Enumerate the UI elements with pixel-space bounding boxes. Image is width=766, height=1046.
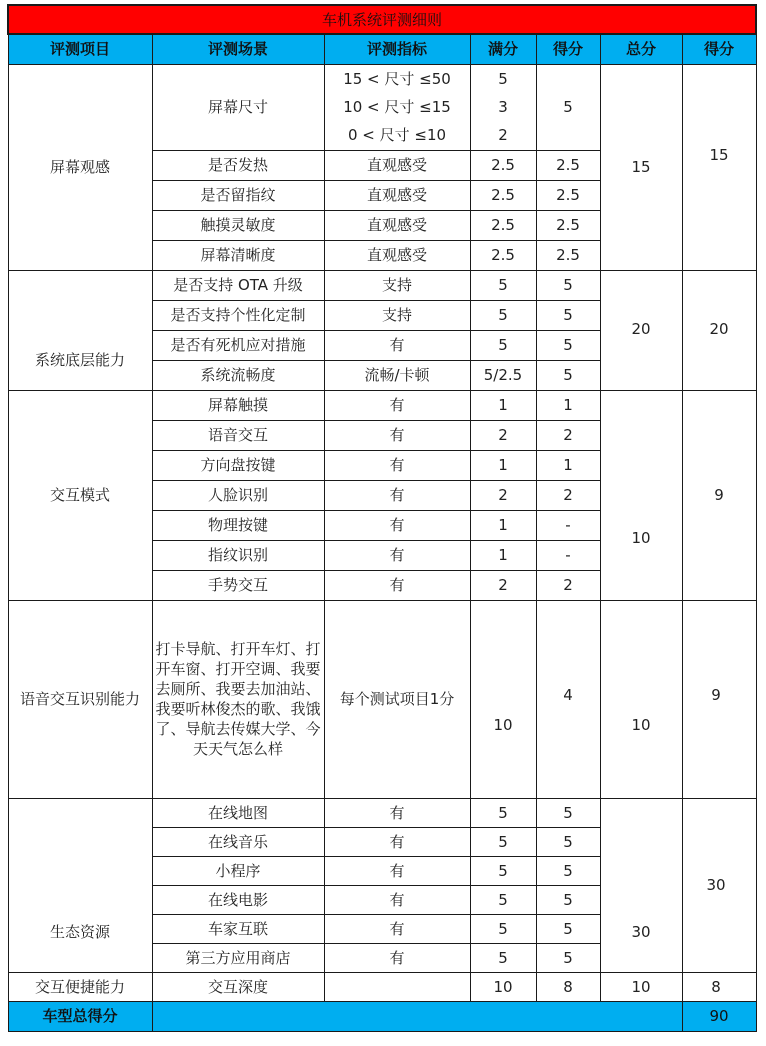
header-score: 得分 [536, 34, 600, 64]
full-cell: 2 [470, 570, 536, 600]
scene-cell: 屏幕尺寸 [152, 64, 324, 150]
scene-cell: 触摸灵敏度 [152, 210, 324, 240]
table-row [8, 390, 756, 420]
total-score-cell: 9 [682, 600, 756, 798]
scene-cell: 手势交互 [152, 570, 324, 600]
table-title: 车机系统评测细则 [8, 5, 756, 34]
scene-cell: 车家互联 [152, 914, 324, 943]
score-cell: 1 [536, 390, 600, 420]
table-row [8, 798, 756, 827]
indicator-cell: 直观感受 [324, 150, 470, 180]
total-full-cell: 10 [600, 600, 682, 798]
header-item: 评测项目 [8, 34, 152, 64]
scene-cell: 小程序 [152, 856, 324, 885]
indicator-cell: 流畅/卡顿 [324, 360, 470, 390]
full-cell: 1 [470, 540, 536, 570]
size-indicator: 0 < 尺寸 ≤10 [347, 126, 447, 144]
total-score-cell: 15 [682, 64, 756, 270]
scene-cell: 方向盘按键 [152, 450, 324, 480]
total-score-cell: 20 [682, 270, 756, 390]
full-cell: 5 [470, 856, 536, 885]
indicator-cell: 有 [324, 798, 470, 827]
indicator-cell: 每个测试项目1分 [324, 600, 470, 798]
header-total-score: 得分 [682, 34, 756, 64]
scene-cell: 指纹识别 [152, 540, 324, 570]
full-value: 2 [498, 126, 508, 144]
indicator-cell: 有 [324, 885, 470, 914]
scene-cell: 是否留指纹 [152, 180, 324, 210]
header-total: 总分 [600, 34, 682, 64]
score-cell: 2.5 [536, 180, 600, 210]
scene-cell: 人脸识别 [152, 480, 324, 510]
scene-cell: 是否有死机应对措施 [152, 330, 324, 360]
indicator-cell: 有 [324, 914, 470, 943]
voice-scene-list: 打卡导航、打开车灯、打开车窗、打开空调、我要去厕所、我要去加油站、我要听林俊杰的歌、我饿了、导航去传媒大学、今天天气怎么样 [152, 600, 324, 798]
score-cell: 2.5 [536, 240, 600, 270]
scene-cell: 是否支持个性化定制 [152, 300, 324, 330]
score-cell: 2 [536, 420, 600, 450]
section-name: 系统底层能力 [8, 270, 152, 390]
scene-cell: 在线电影 [152, 885, 324, 914]
full-cell: 5 [470, 914, 536, 943]
full-value: 5 [498, 70, 508, 88]
indicator-cell: 有 [324, 570, 470, 600]
total-score-cell: 9 [682, 390, 756, 600]
total-label: 车型总得分 [8, 1001, 152, 1031]
scene-cell: 屏幕清晰度 [152, 240, 324, 270]
score-cell: 5 [536, 885, 600, 914]
section-name: 交互模式 [8, 390, 152, 600]
size-indicator: 15 < 尺寸 ≤50 [343, 70, 451, 88]
scene-cell: 第三方应用商店 [152, 943, 324, 972]
indicator-cell: 支持 [324, 300, 470, 330]
score-cell: 1 [536, 450, 600, 480]
full-cell: 10 [470, 972, 536, 1001]
indicator-cell: 有 [324, 390, 470, 420]
total-full-cell: 30 [600, 798, 682, 972]
full-cell: 2 [470, 420, 536, 450]
size-indicator: 10 < 尺寸 ≤15 [343, 98, 451, 116]
scene-cell: 交互深度 [152, 972, 324, 1001]
scene-cell: 是否支持 OTA 升级 [152, 270, 324, 300]
full-cell: 5 [470, 943, 536, 972]
full-value: 3 [498, 98, 508, 116]
full-cell: 5 [470, 885, 536, 914]
indicator-cell: 支持 [324, 270, 470, 300]
score-cell: 2 [536, 480, 600, 510]
scene-cell: 在线地图 [152, 798, 324, 827]
indicator-cell: 有 [324, 450, 470, 480]
full-cell: 1 [470, 390, 536, 420]
full-cell: 2.5 [470, 240, 536, 270]
indicator-cell: 有 [324, 540, 470, 570]
full-cell: 5 [470, 798, 536, 827]
total-full-cell: 15 [600, 64, 682, 270]
indicator-cell [324, 972, 470, 1001]
indicator-cell: 有 [324, 856, 470, 885]
full-cell: 2.5 [470, 210, 536, 240]
header-indicator: 评测指标 [324, 34, 470, 64]
score-cell: 5 [536, 798, 600, 827]
full-cell: 2.5 [470, 150, 536, 180]
total-full-cell: 10 [600, 972, 682, 1001]
score-cell: 5 [536, 360, 600, 390]
total-row [8, 1001, 756, 1031]
indicator-cell: 直观感受 [324, 180, 470, 210]
full-cell: 2 [470, 480, 536, 510]
section-name: 语音交互识别能力 [8, 600, 152, 798]
scene-cell: 在线音乐 [152, 827, 324, 856]
indicator-cell: 有 [324, 510, 470, 540]
header-full: 满分 [470, 34, 536, 64]
score-cell: 2 [536, 570, 600, 600]
header-row [8, 34, 756, 64]
header-scene: 评测场景 [152, 34, 324, 64]
indicator-cell: 有 [324, 420, 470, 450]
total-full-cell: 20 [600, 270, 682, 390]
full-cell: 1 [470, 510, 536, 540]
total-spacer [152, 1001, 682, 1031]
score-cell: 8 [536, 972, 600, 1001]
score-cell: - [536, 540, 600, 570]
indicator-cell: 有 [324, 943, 470, 972]
table-row [8, 600, 756, 798]
full-cell: 1 [470, 450, 536, 480]
total-score-cell: 8 [682, 972, 756, 1001]
score-cell: 5 [536, 300, 600, 330]
indicator-cell: 有 [324, 480, 470, 510]
full-cell: 5 [470, 827, 536, 856]
score-cell: 5 [536, 914, 600, 943]
indicator-cell: 直观感受 [324, 240, 470, 270]
full-cell: 5 [470, 330, 536, 360]
score-cell: 2.5 [536, 150, 600, 180]
size-full [470, 64, 536, 150]
score-cell: 5 [536, 64, 600, 150]
total-full-cell: 10 [600, 390, 682, 600]
scene-cell: 语音交互 [152, 420, 324, 450]
section-name: 交互便捷能力 [8, 972, 152, 1001]
table-row [8, 64, 756, 150]
score-cell: 5 [536, 827, 600, 856]
score-cell: - [536, 510, 600, 540]
scene-cell: 是否发热 [152, 150, 324, 180]
score-cell: 5 [536, 943, 600, 972]
indicator-cell: 有 [324, 330, 470, 360]
score-cell: 4 [536, 600, 600, 798]
total-value: 90 [682, 1001, 756, 1031]
scene-cell: 物理按键 [152, 510, 324, 540]
total-score-cell: 30 [682, 798, 756, 972]
full-cell: 2.5 [470, 180, 536, 210]
section-name: 生态资源 [8, 798, 152, 972]
size-indicators [324, 64, 470, 150]
score-cell: 5 [536, 856, 600, 885]
full-cell: 10 [470, 600, 536, 798]
score-cell: 2.5 [536, 210, 600, 240]
scene-cell: 屏幕触摸 [152, 390, 324, 420]
table-row [8, 972, 756, 1001]
table-row [8, 270, 756, 300]
score-cell: 5 [536, 270, 600, 300]
full-cell: 5/2.5 [470, 360, 536, 390]
scene-cell: 系统流畅度 [152, 360, 324, 390]
full-cell: 5 [470, 300, 536, 330]
indicator-cell: 直观感受 [324, 210, 470, 240]
indicator-cell: 有 [324, 827, 470, 856]
evaluation-table [7, 4, 757, 1032]
section-name: 屏幕观感 [8, 64, 152, 270]
full-cell: 5 [470, 270, 536, 300]
score-cell: 5 [536, 330, 600, 360]
